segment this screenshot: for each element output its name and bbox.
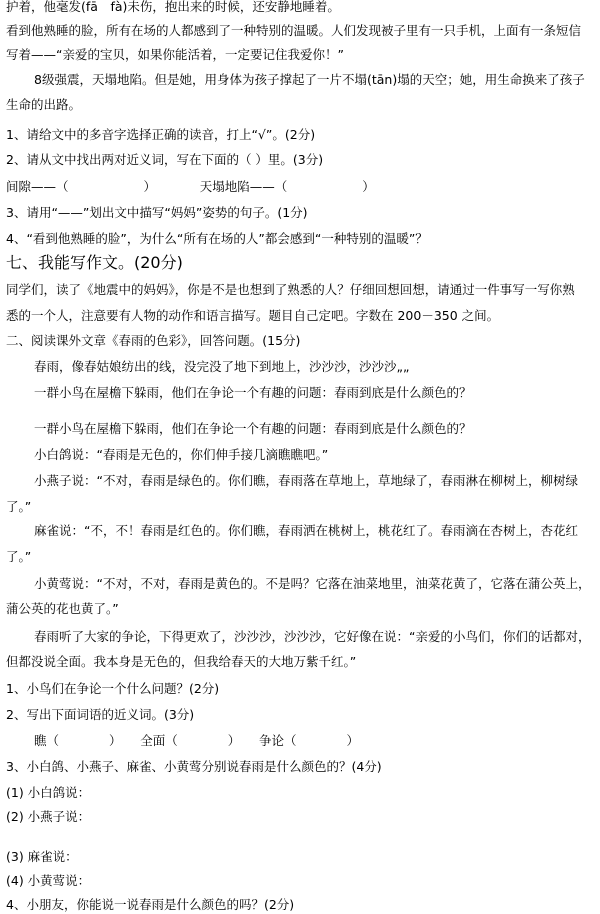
- text-line: 麻雀说：“不，不！春雨是红色的。你们瞧，春雨洒在桃树上，桃花红了。春雨滴在杏树上，杏花红: [34, 523, 578, 538]
- text-line: 蒲公英的花也黄了。”: [6, 601, 119, 616]
- answer-line: (2) 小燕子说：: [6, 809, 91, 824]
- answer-line: (3) 麻雀说：: [6, 849, 78, 864]
- text-line: 8级强震，天塌地陷。但是她，用身体为孩子撑起了一片不塌(tān)塌的天空；她，用生命换来了孩子: [34, 72, 585, 87]
- text-line: 了。”: [6, 549, 32, 564]
- section-heading: 二、阅读课外文章《春雨的色彩》，回答问题。(15分): [6, 333, 301, 348]
- answer-line: (4) 小黄莺说：: [6, 873, 91, 888]
- question-1: 1、请给文中的多音字选择正确的读音，打上“√”。(2分): [6, 127, 316, 142]
- question-2: 2、请从文中找出两对近义词，写在下面的（ ）里。(3分): [6, 152, 324, 167]
- question-1: 1、小鸟们在争论一个什么问题？(2分): [6, 681, 220, 696]
- text-line: 护着，他毫发(fā fà)未伤，抱出来的时候，还安静地睡着。: [6, 0, 340, 14]
- question-2: 2、写出下面词语的近义词。(3分): [6, 707, 195, 722]
- text-line: 一群小鸟在屋檐下躲雨，他们在争论一个有趣的问题：春雨到底是什么颜色的？: [34, 385, 472, 400]
- question-3: 3、小白鸽、小燕子、麻雀、小黄莺分别说春雨是什么颜色的？(4分): [6, 759, 382, 774]
- text-line: 春雨听了大家的争论，下得更欢了，沙沙沙，沙沙沙，它好像在说：“亲爱的小鸟们，你们的话都对，: [34, 629, 591, 644]
- section-heading: 七、我能写作文。(20分): [6, 253, 183, 272]
- question-4: 4、“看到他熟睡的脸”，为什么“所有在场的人”都会感到“一种特别的温暖”？: [6, 231, 428, 246]
- text-line: 小黄莺说：“不对，不对，春雨是黄色的。不是吗？它落在油菜地里，油菜花黄了，它落在蒲公英上，: [34, 576, 591, 591]
- question-4: 4、小朋友，你能说一说春雨是什么颜色的吗？(2分): [6, 897, 295, 912]
- answer-blanks: 间隙——（ ） 天塌地陷——（ ）: [6, 179, 375, 194]
- text-line: 一群小鸟在屋檐下躲雨，他们在争论一个有趣的问题：春雨到底是什么颜色的？: [34, 421, 472, 436]
- text-line: 同学们，读了《地震中的妈妈》，你是不是也想到了熟悉的人？仔细回想回想，请通过一件事写一写你熟: [6, 282, 575, 297]
- text-line: 写着——“亲爱的宝贝，如果你能活着，一定要记住我爱你！”: [6, 47, 344, 62]
- text-line: 生命的出路。: [6, 97, 82, 112]
- text-line: 了。”: [6, 499, 32, 514]
- text-line: 小白鸽说：“春雨是无色的，你们伸手接几滴瞧瞧吧。”: [34, 447, 329, 462]
- text-line: 悉的一个人，注意要有人物的动作和语言描写。题目自己定吧。字数在 200－350 之间。: [6, 308, 500, 323]
- text-line: 看到他熟睡的脸，所有在场的人都感到了一种特别的温暖。人们发现被子里有一只手机，上面有一条短信: [6, 23, 582, 38]
- text-line: 小燕子说：“不对，春雨是绿色的。你们瞧，春雨落在草地上，草地绿了，春雨淋在柳树上，柳树绿: [34, 473, 578, 488]
- answer-blanks: 瞧（ ） 全面（ ） 争论（ ）: [34, 733, 360, 748]
- text-line: 但都没说全面。我本身是无色的，但我给春天的大地万紫千红。”: [6, 654, 357, 669]
- text-line: 春雨，像春姑娘纺出的线，没完没了地下到地上，沙沙沙，沙沙沙„„: [34, 359, 410, 374]
- answer-line: (1) 小白鸽说：: [6, 785, 91, 800]
- question-3: 3、请用“——”划出文中描写“妈妈”姿势的句子。(1分): [6, 205, 308, 220]
